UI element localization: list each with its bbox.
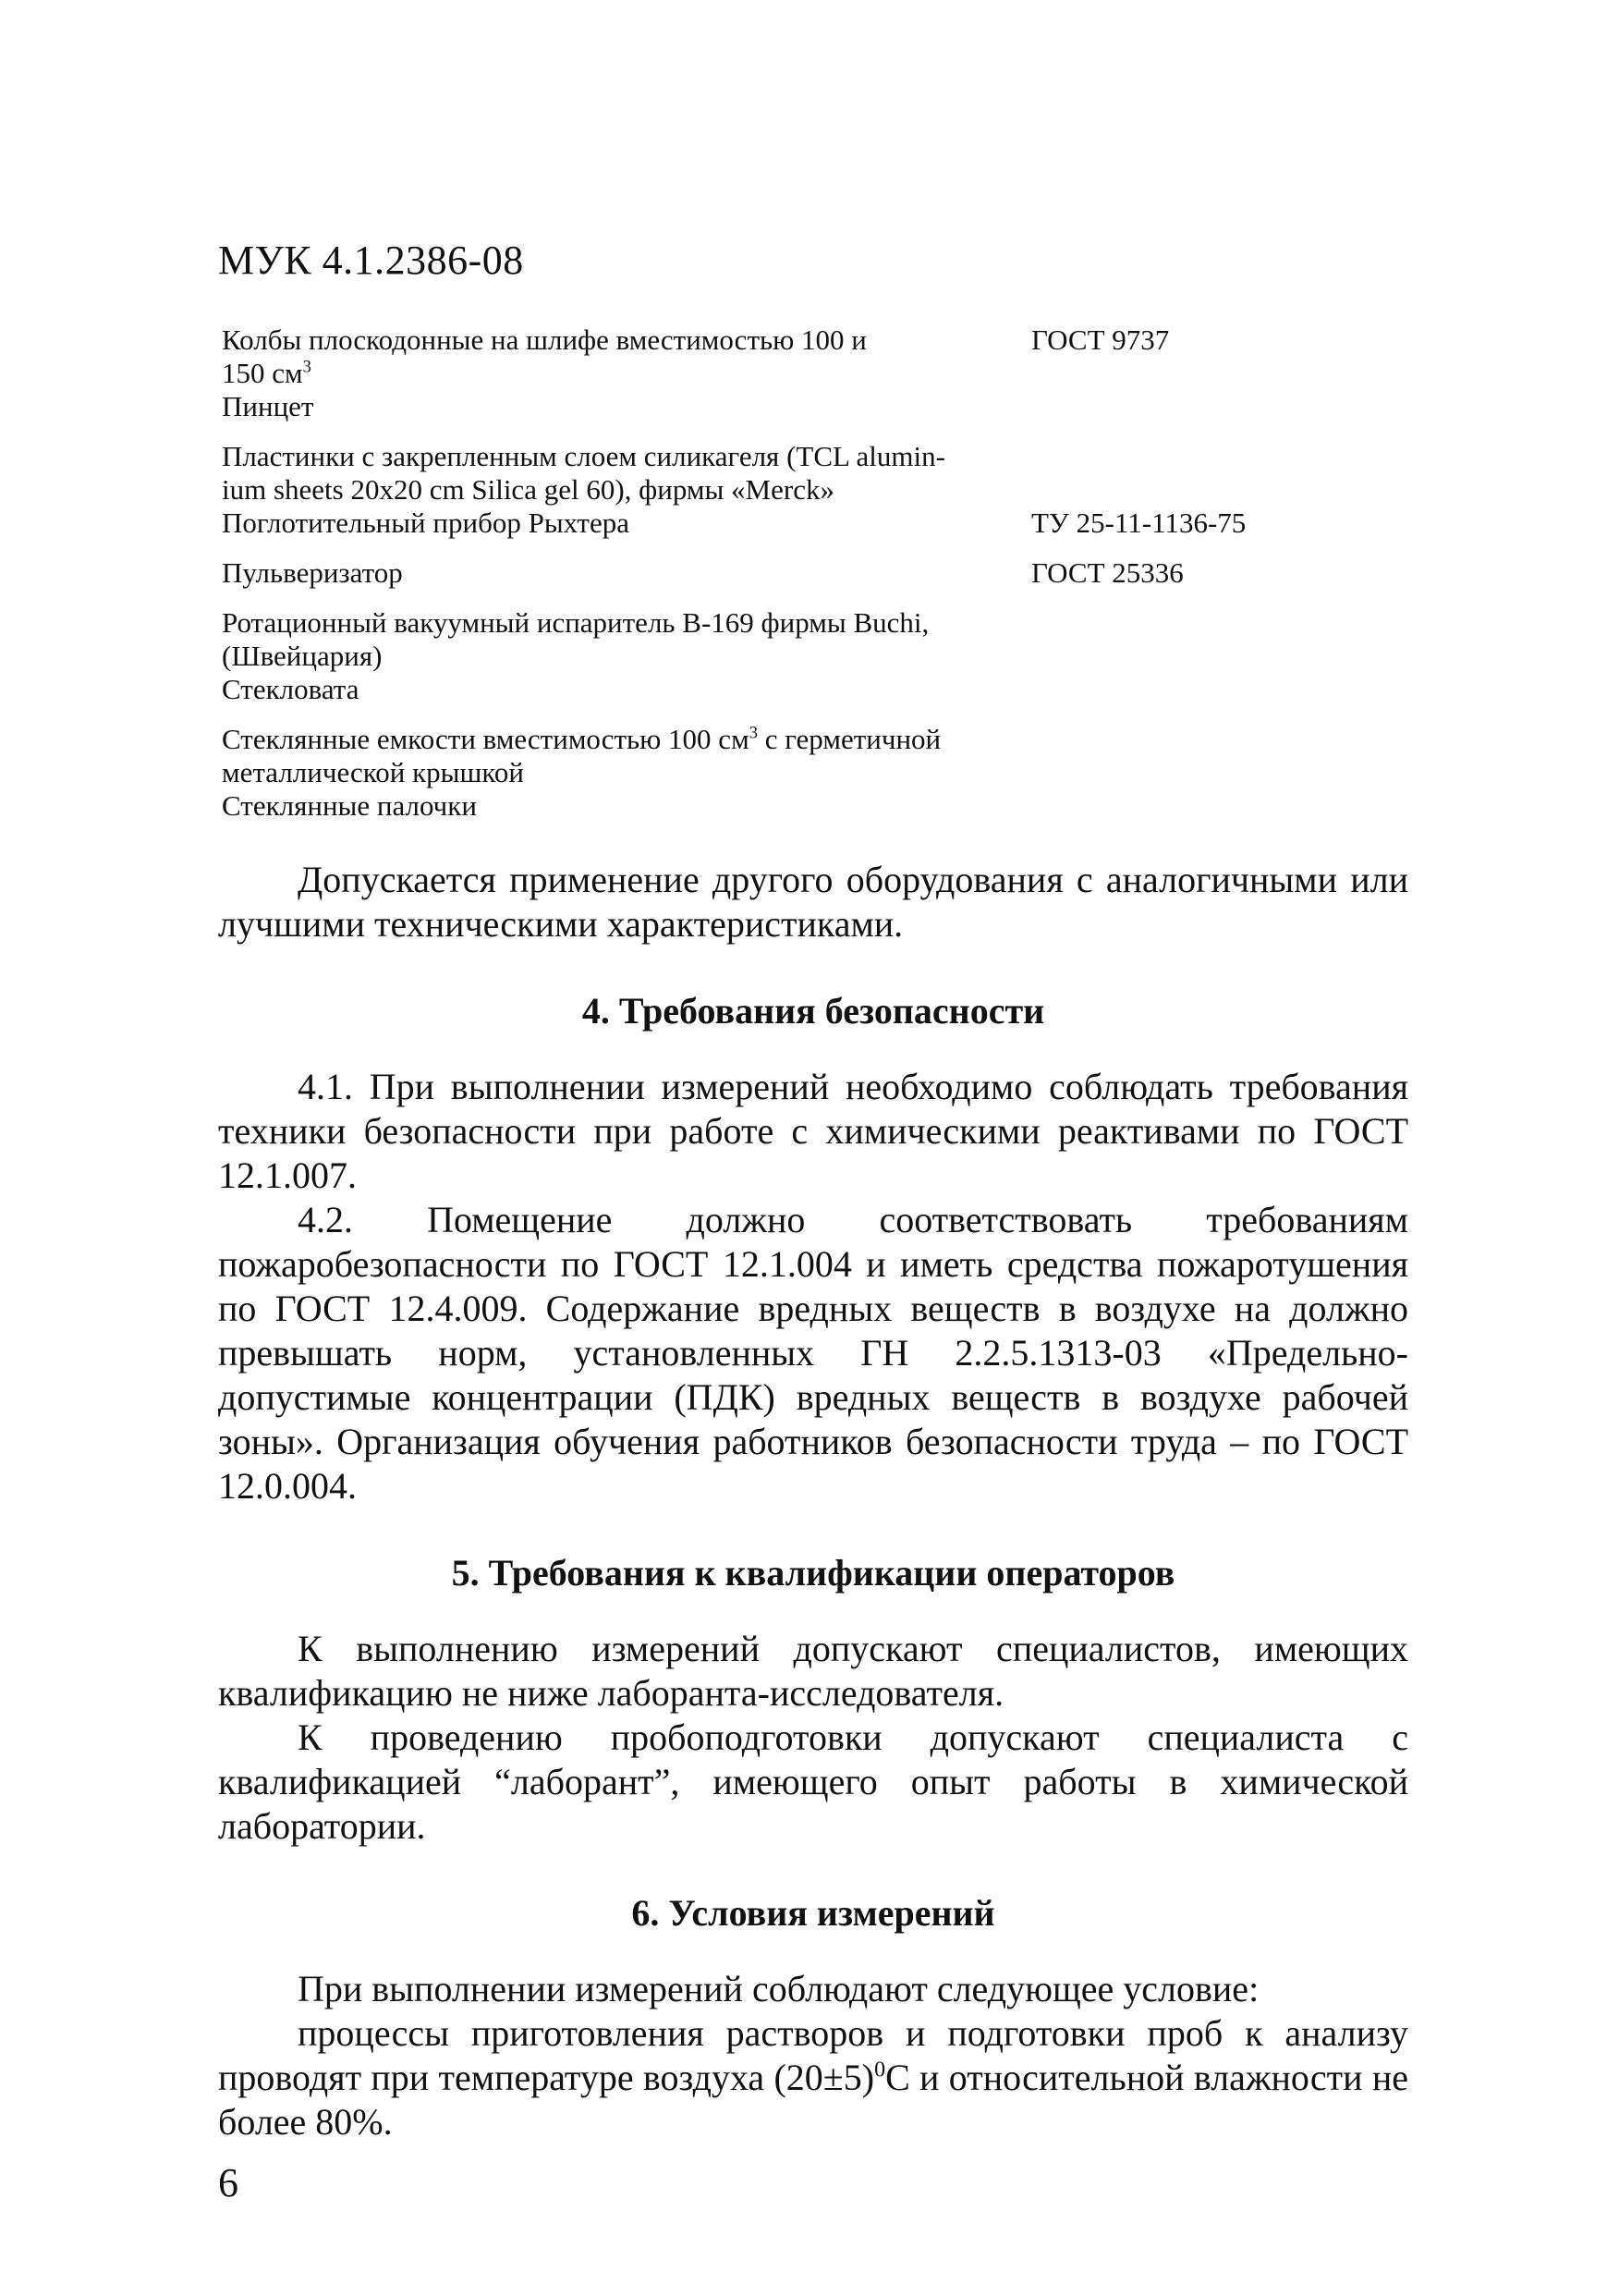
equipment-standard: ГОСТ 25336	[1031, 556, 1184, 589]
paragraph-4-2: 4.2. Помещение должно соответствовать требованиям пожаробезопасности по ГОСТ 12.1.004 и иметь средства пожаротушения по ГОСТ 12.4.009. Содержание вредных веществ в воздухе на должно превышать норм, установленных ГН 2.2.5.1313-03 «Предельно-допустимые концентрации (ПДК) вредных веществ в воздухе рабочей зоны». Организация обучения работников безопасности труда – по ГОСТ 12.0.004.	[218, 1199, 1408, 1507]
equipment-name-line: Поглотительный прибор Рыхтера	[222, 507, 629, 539]
equipment-name-line: Пластинки с закрепленным слоем силикагеля (TCL alumin-	[222, 440, 945, 472]
equipment-standard	[1016, 723, 1031, 789]
equipment-name-line: Колбы плоскодонные на шлифе вместимостью 100 и	[222, 324, 867, 356]
equipment-item	[222, 723, 1266, 789]
equipment-list	[222, 324, 1266, 839]
equipment-standard: ТУ 25-11-1136-75	[1031, 507, 1247, 539]
equipment-standard	[1016, 606, 1031, 673]
paragraph-4-1: 4.1. При выполнении измерений необходимо соблюдать требования техники безопасности при работе с химическими реактивами по ГОСТ 12.1.007.	[218, 1066, 1408, 1196]
equipment-item	[222, 507, 1266, 540]
equipment-name-line: ium sheets 20x20 cm Silica gel 60), фирмы «Merck»	[222, 473, 834, 506]
equipment-standard	[1016, 789, 1031, 823]
equipment-name-line: Стеклянные палочки	[222, 789, 477, 822]
equipment-item	[222, 556, 1266, 590]
section-heading-5: 5. Требования к квалификации операторов	[451, 1552, 1175, 1594]
section-heading-6: 6. Условия измерений	[631, 1892, 995, 1934]
document-code-header: МУК 4.1.2386-08	[218, 238, 524, 283]
equipment-standard	[1016, 673, 1031, 706]
superscript: 3	[302, 357, 311, 377]
equipment-item	[222, 673, 1266, 706]
equipment-name-line: 150 см	[222, 357, 303, 389]
equipment-item	[222, 390, 1266, 423]
equipment-standard	[1016, 390, 1031, 423]
superscript: 0	[874, 2058, 886, 2082]
equipment-item	[222, 606, 1266, 673]
equipment-name-line: Стеклянные емкости вместимостью 100 см	[222, 723, 749, 755]
equipment-standard	[1016, 440, 1031, 507]
document-body	[218, 858, 1408, 2144]
equipment-name-line: Ротационный вакуумный испаритель В-169 фирмы Buchi,	[222, 606, 930, 639]
superscript: 3	[749, 723, 758, 743]
equipment-name-line: Пинцет	[222, 390, 314, 422]
paragraph-5-1: К выполнению измерений допускают специалистов, имеющих квалификацию не ниже лаборанта-исследователя.	[218, 1628, 1408, 1714]
equipment-name-line: металлической крышкой	[222, 756, 524, 788]
section-heading-4: 4. Требования безопасности	[581, 990, 1045, 1032]
equipment-item	[222, 789, 1266, 823]
equipment-item	[222, 440, 1266, 507]
equipment-item	[222, 324, 1266, 390]
equipment-name-line: Пульверизатор	[222, 556, 403, 589]
equipment-standard: ГОСТ 9737	[1031, 324, 1170, 356]
equipment-name-line: Стекловата	[222, 673, 359, 705]
paragraph-5-2: К проведению пробоподготовки допускают специалиста с квалификацией “лаборант”, имеющего опыт работы в химической лаборатории.	[218, 1716, 1408, 1847]
paragraph-6-2: процессы приготовления растворов и подготовки проб к анализу проводят при температуре воздуха $(20\pm 5)^0С$ и относительной влажности не более 80%.	[218, 2012, 1409, 2143]
allowance-paragraph: Допускается применение другого оборудования с аналогичными или лучшими техническими характеристиками.	[218, 859, 1408, 945]
equipment-name-line: с герметичной	[757, 723, 942, 755]
equipment-name-line: (Швейцария)	[222, 640, 383, 672]
paragraph-6-1: При выполнении измерений соблюдают следующее условие:	[298, 1968, 1260, 2009]
page-number: 6	[218, 2160, 238, 2205]
